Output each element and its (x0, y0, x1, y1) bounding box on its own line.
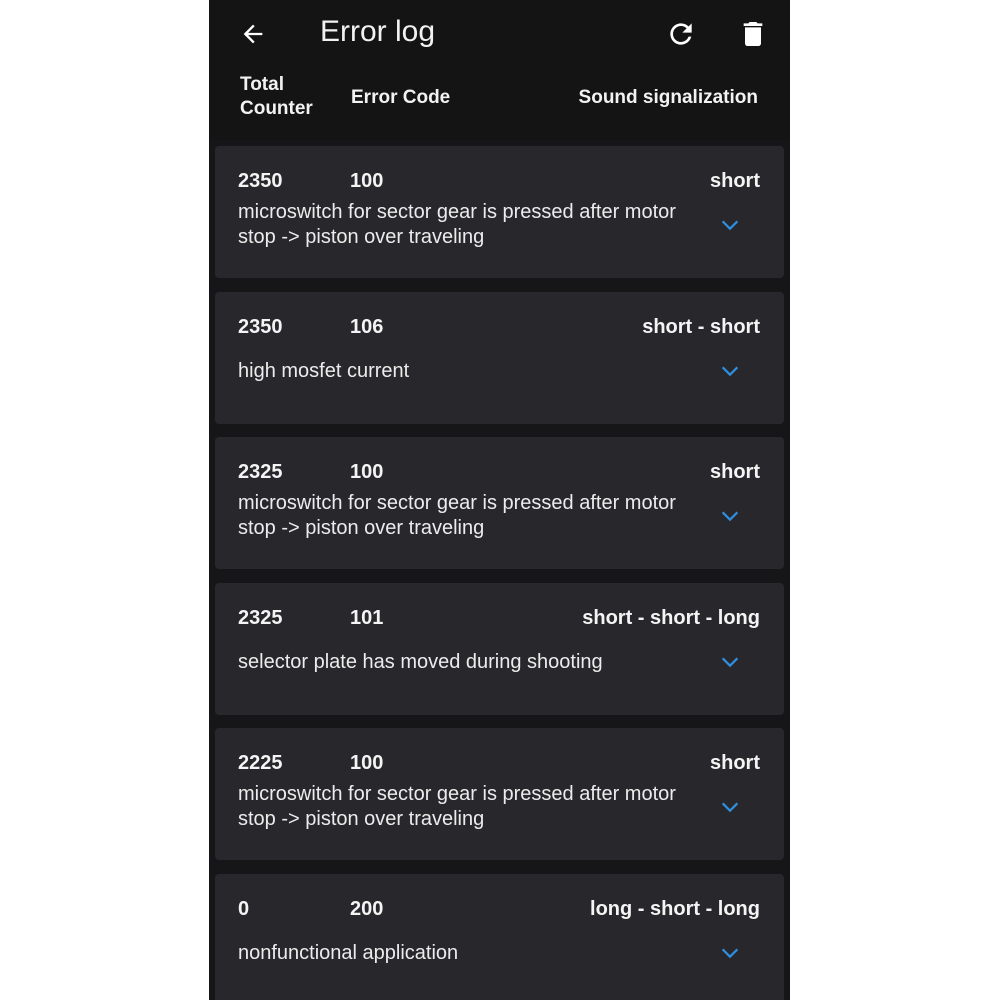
error-counter: 2325 (238, 461, 283, 483)
error-counter: 2325 (238, 606, 283, 629)
error-description: selector plate has moved during shooting (238, 650, 603, 673)
column-header-code: Error Code (351, 87, 451, 108)
error-sound: long - short - long (590, 897, 760, 920)
error-code: 106 (350, 315, 384, 338)
error-description: high mosfet current (238, 359, 410, 382)
error-counter: 2350 (238, 315, 283, 338)
error-card[interactable] (215, 146, 784, 278)
chevron-down-icon (719, 942, 741, 964)
refresh-button[interactable] (661, 14, 701, 54)
error-counter: 2350 (238, 170, 283, 192)
expand-button[interactable] (715, 501, 745, 531)
error-description: microswitch for sector gear is pressed after motor stop -> piston over traveling (238, 201, 676, 248)
column-header-counter (240, 73, 313, 121)
expand-button[interactable] (715, 356, 745, 386)
error-description: microswitch for sector gear is pressed after motor stop -> piston over traveling (238, 783, 676, 830)
error-counter: 2225 (238, 752, 283, 774)
column-header-counter-line1: Total (240, 74, 284, 95)
back-button[interactable] (233, 14, 273, 54)
error-code: 200 (350, 897, 384, 920)
error-code: 101 (350, 606, 384, 629)
error-sound: short - short - long (582, 606, 760, 629)
chevron-down-icon (719, 505, 741, 527)
delete-button[interactable] (733, 14, 773, 54)
column-header-counter-line2: Counter (240, 98, 313, 119)
error-sound: short (710, 752, 760, 774)
error-card[interactable] (215, 874, 784, 1000)
error-card[interactable] (215, 728, 784, 860)
chevron-down-icon (719, 214, 741, 236)
column-header-sound: Sound signalization (578, 87, 758, 108)
trash-icon (737, 18, 769, 50)
error-code: 100 (350, 461, 384, 483)
refresh-icon (665, 18, 697, 50)
expand-button[interactable] (715, 647, 745, 677)
chevron-down-icon (719, 360, 741, 382)
chevron-down-icon (719, 651, 741, 673)
expand-button[interactable] (715, 938, 745, 968)
error-code: 100 (350, 752, 384, 774)
error-description: nonfunctional application (238, 941, 459, 964)
page-title: Error log (320, 15, 436, 48)
error-description: microswitch for sector gear is pressed after motor stop -> piston over traveling (238, 492, 676, 539)
error-sound: short (710, 170, 760, 192)
error-list (215, 146, 784, 1000)
arrow-left-icon (239, 20, 267, 48)
app-screen (209, 0, 790, 1000)
error-card[interactable] (215, 292, 784, 424)
error-card[interactable] (215, 437, 784, 569)
error-code: 100 (350, 170, 384, 192)
app-bar (209, 0, 790, 140)
expand-button[interactable] (715, 210, 745, 240)
expand-button[interactable] (715, 792, 745, 822)
chevron-down-icon (719, 796, 741, 818)
error-card[interactable] (215, 583, 784, 715)
error-sound: short - short (642, 315, 760, 338)
error-counter: 0 (238, 897, 250, 920)
error-sound: short (710, 461, 760, 483)
